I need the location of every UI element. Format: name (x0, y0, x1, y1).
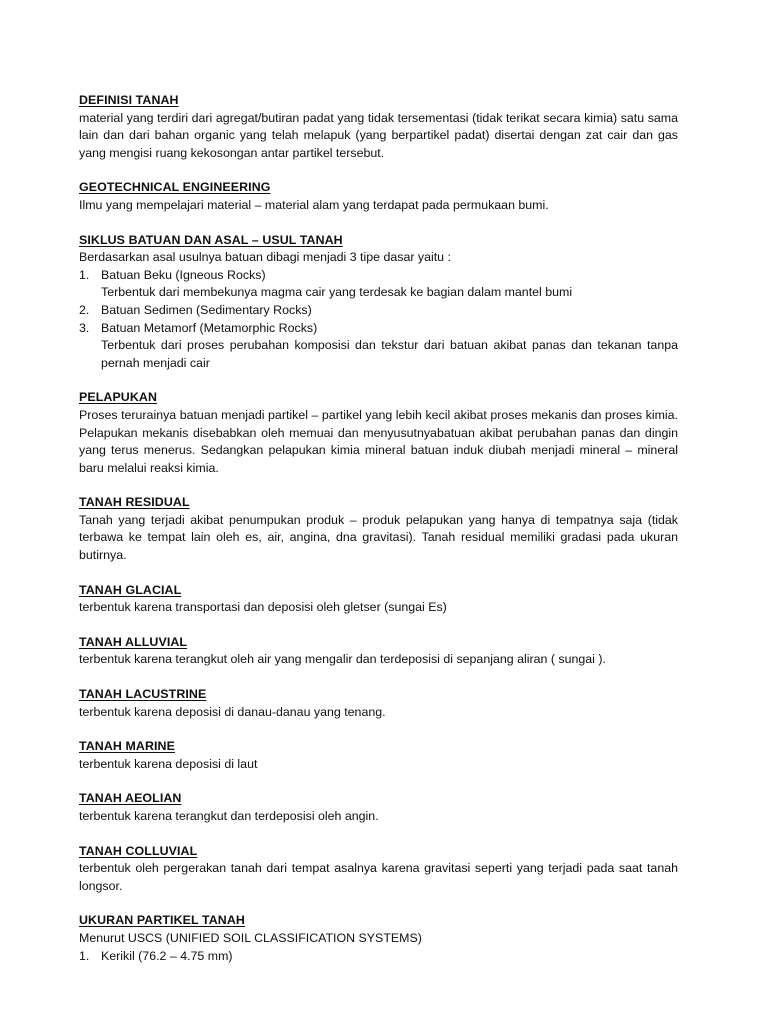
section-body: terbentuk karena deposisi di laut (79, 756, 258, 771)
section-heading: TANAH GLACIAL (79, 582, 182, 597)
list-item-label: Batuan Beku (Igneous Rocks) (101, 267, 266, 282)
section-tanah-aeolian (79, 790, 678, 825)
section-body: terbentuk karena deposisi di danau-danau yang tenang. (79, 704, 386, 719)
list-item-description: Terbentuk dari membekunya magma cair yang terdesak ke bagian dalam mantel bumi (101, 285, 573, 300)
rock-type-list (79, 267, 678, 373)
list-item (79, 302, 678, 320)
section-tanah-alluvial (79, 634, 678, 669)
section-tanah-lacustrine (79, 686, 678, 721)
section-heading: TANAH MARINE (79, 739, 175, 754)
section-heading: GEOTECHNICAL ENGINEERING (79, 180, 271, 195)
section-heading: SIKLUS BATUAN DAN ASAL – USUL TANAH (79, 232, 343, 247)
section-body: Proses terurainya batuan menjadi partikel – partikel yang lebih kecil akibat proses mekanis dan proses kimia. Pelapukan mekanis disebabkan oleh memuai dan menyusutnyabatuan akibat perubahan panas dan dingin yang terus menerus. Sedangkan pelapukan kimia mineral batuan induk diubah menjadi mineral – mineral baru melalui reaksi kimia. (79, 407, 678, 475)
section-body: Berdasarkan asal usulnya batuan dibagi menjadi 3 tipe dasar yaitu : (79, 250, 451, 265)
section-heading: UKURAN PARTIKEL TANAH (79, 913, 245, 928)
list-number: 3. (79, 320, 90, 335)
section-siklus-batuan (79, 232, 678, 373)
section-heading: TANAH COLLUVIAL (79, 843, 198, 858)
section-body: terbentuk karena transportasi dan deposisi oleh gletser (sungai Es) (79, 600, 447, 615)
list-number: 1. (79, 948, 90, 963)
section-body: Menurut USCS (UNIFIED SOIL CLASSIFICATION SYSTEMS) (79, 930, 422, 945)
section-heading: TANAH AEOLIAN (79, 791, 182, 806)
section-tanah-marine (79, 738, 678, 773)
section-body: Ilmu yang mempelajari material – material alam yang terdapat pada permukaan bumi. (79, 197, 549, 212)
section-definisi-tanah (79, 92, 678, 162)
list-item-label: Kerikil (76.2 – 4.75 mm) (101, 948, 233, 963)
list-item (79, 267, 678, 302)
section-body: material yang terdiri dari agregat/butiran padat yang tidak tersementasi (tidak terikat secara kimia) satu sama lain dan dari bahan organic yang telah melapuk (yang berpartikel padat) disertai dengan zat cair dan gas yang mengisi ruang kekosongan antar partikel tersebut. (79, 110, 678, 160)
section-heading: TANAH RESIDUAL (79, 495, 190, 510)
section-heading: DEFINISI TANAH (79, 93, 179, 107)
section-tanah-colluvial (79, 843, 678, 896)
section-body: terbentuk karena terangkut oleh air yang mengalir dan terdeposisi di sepanjang aliran ( sungai ). (79, 652, 606, 667)
list-item (79, 948, 678, 966)
section-body: Tanah yang terjadi akibat penumpukan produk – produk pelapukan yang hanya di tempatnya saja (tidak terbawa ke tempat lain oleh es, air, angina, dna gravitasi). Tanah residual memiliki gradasi pada ukuran butirnya. (79, 512, 678, 563)
section-body: terbentuk oleh pergerakan tanah dari tempat asalnya karena gravitasi seperti yang terjadi pada saat tanah longsor. (79, 861, 678, 893)
section-pelapukan (79, 389, 678, 477)
list-item-label: Batuan Metamorf (Metamorphic Rocks) (101, 320, 318, 335)
particle-size-list (79, 948, 678, 966)
section-ukuran-partikel (79, 912, 678, 965)
section-heading: PELAPUKAN (79, 390, 158, 405)
list-number: 2. (79, 302, 90, 317)
section-heading: TANAH ALLUVIAL (79, 634, 188, 649)
section-heading: TANAH LACUSTRINE (79, 687, 207, 702)
list-number: 1. (79, 267, 90, 282)
section-body: terbentuk karena terangkut dan terdeposisi oleh angin. (79, 809, 379, 823)
list-item-label: Batuan Sedimen (Sedimentary Rocks) (101, 302, 312, 317)
section-geotechnical-engineering (79, 179, 678, 214)
list-item-description: Terbentuk dari proses perubahan komposisi dan tekstur dari batuan akibat panas dan tekanan tanpa pernah menjadi cair (101, 338, 678, 370)
list-item (79, 320, 678, 373)
section-tanah-glacial (79, 582, 678, 617)
section-tanah-residual (79, 494, 678, 564)
